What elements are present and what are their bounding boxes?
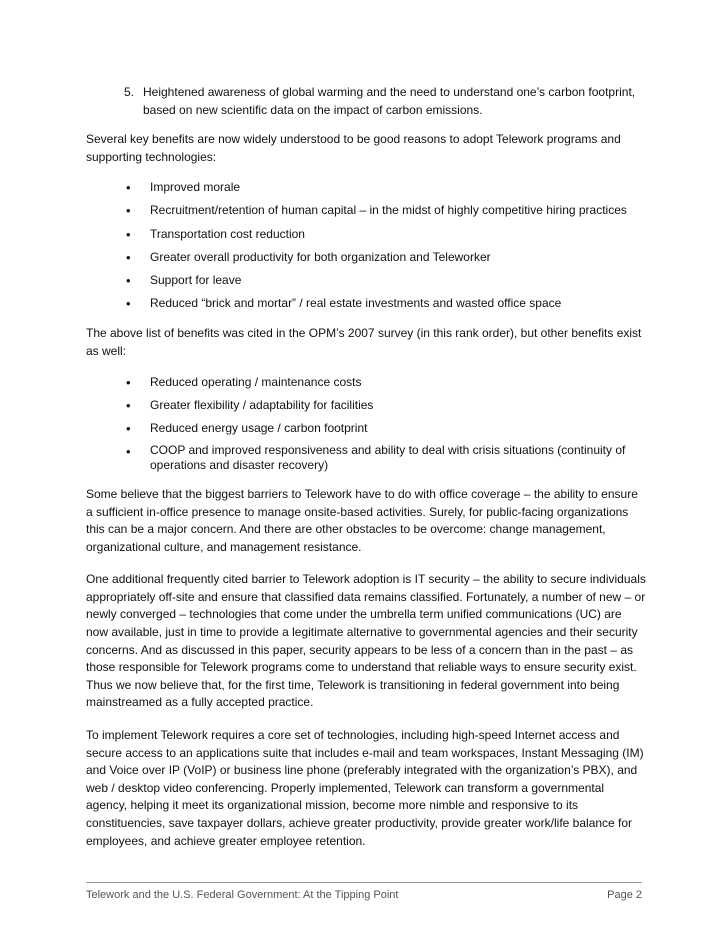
page-number: Page 2 bbox=[607, 889, 642, 901]
list-item bbox=[86, 272, 646, 290]
bullet-icon: • bbox=[126, 397, 131, 413]
list-item bbox=[86, 226, 646, 244]
bullet-icon: • bbox=[126, 249, 131, 265]
list-item-text: Transportation cost reduction bbox=[150, 226, 305, 241]
list-item bbox=[86, 397, 646, 415]
list-item bbox=[86, 249, 646, 267]
paragraph-barriers: Some believe that the biggest barriers to Telework have to do with office coverage – the ability to ensure a sufficient in-office presence to manage onsite-based activities. Surely, for public-facing organizations this can be a major concern. And there are other obstacles to be overcome: change management, organizational culture, and management resistance. bbox=[86, 486, 638, 554]
list-item bbox=[86, 374, 646, 392]
bullet-icon: • bbox=[126, 203, 131, 219]
page-content bbox=[86, 84, 646, 863]
bullet-icon: • bbox=[126, 180, 131, 196]
numbered-list-item bbox=[86, 84, 646, 119]
paragraph-benefits-intro: Several key benefits are now widely understood to be good reasons to adopt Telework programs and supporting technologies: bbox=[86, 132, 621, 164]
list-item-text: Recruitment/retention of human capital – in the midst of highly competitive hiring practices bbox=[150, 203, 627, 218]
list-item-text: Reduced operating / maintenance costs bbox=[150, 374, 362, 389]
benefits-list-secondary bbox=[86, 374, 646, 473]
paragraph-security: One additional frequently cited barrier to Telework adoption is IT security – the ability to secure individuals appropriately off-site and ensure that classified data remains classified. Fortunately, a number of new – or newly converged – technologies that come under the umbrella term unified communications (UC) are now available, just in time to provide a legitimate alternative to governmental agencies and their security concerns. And as discussed in this paper, security appears to be less of a concern than in the past – as those responsible for Telework programs come to understand that reliable ways to ensure security exist. Thus we now believe that, for the first time, Telework is transitioning in federal government into being mainstreamed as a fully accepted practice. bbox=[86, 572, 646, 710]
benefits-list-primary bbox=[86, 179, 646, 312]
list-item bbox=[86, 179, 646, 197]
list-item bbox=[86, 420, 646, 438]
list-item-text: Greater flexibility / adaptability for facilities bbox=[150, 397, 374, 412]
list-item-text: Reduced “brick and mortar” / real estate investments and wasted office space bbox=[150, 295, 562, 310]
bullet-icon: • bbox=[126, 374, 131, 390]
list-item-text: Reduced energy usage / carbon footprint bbox=[150, 420, 368, 435]
bullet-icon: • bbox=[126, 295, 131, 311]
list-item-text: Support for leave bbox=[150, 272, 242, 287]
bullet-icon: • bbox=[126, 226, 131, 242]
paragraph-implementation: To implement Telework requires a core set of technologies, including high-speed Internet access and secure access to an applications suite that includes e-mail and team workspaces, Instant Messaging (IM) and Voice over IP (VoIP) or business line phone (preferably integrated with the organization’s PBX), and web / desktop video conferencing. Properly implemented, Telework can transform a governmental agency, helping it meet its organizational mission, become more nimble and responsive to its constituencies, save taxpayer dollars, achieve greater productivity, provide greater work/life balance for employees, and achieve greater employee retention. bbox=[86, 728, 644, 848]
list-item bbox=[86, 295, 646, 313]
list-number: 5. bbox=[124, 85, 135, 99]
paragraph-opm-survey: The above list of benefits was cited in the OPM’s 2007 survey (in this rank order), but other benefits exist as well: bbox=[86, 326, 642, 359]
list-item-text: Improved morale bbox=[150, 180, 241, 195]
page-footer bbox=[86, 882, 642, 905]
bullet-icon: • bbox=[126, 420, 131, 436]
footer-title: Telework and the U.S. Federal Government: At the Tipping Point bbox=[86, 889, 399, 901]
bullet-icon: • bbox=[126, 272, 131, 288]
bullet-icon: • bbox=[126, 443, 131, 459]
list-item bbox=[86, 443, 646, 473]
list-item-text: Heightened awareness of global warming and the need to understand one’s carbon footprint, based on new scientific data on the impact of carbon emissions. bbox=[143, 85, 636, 117]
list-item-text: COOP and improved responsiveness and ability to deal with crisis situations (continuity of operations and disaster recovery) bbox=[150, 442, 626, 472]
list-item-text: Greater overall productivity for both organization and Teleworker bbox=[150, 249, 491, 264]
list-item bbox=[86, 202, 646, 220]
